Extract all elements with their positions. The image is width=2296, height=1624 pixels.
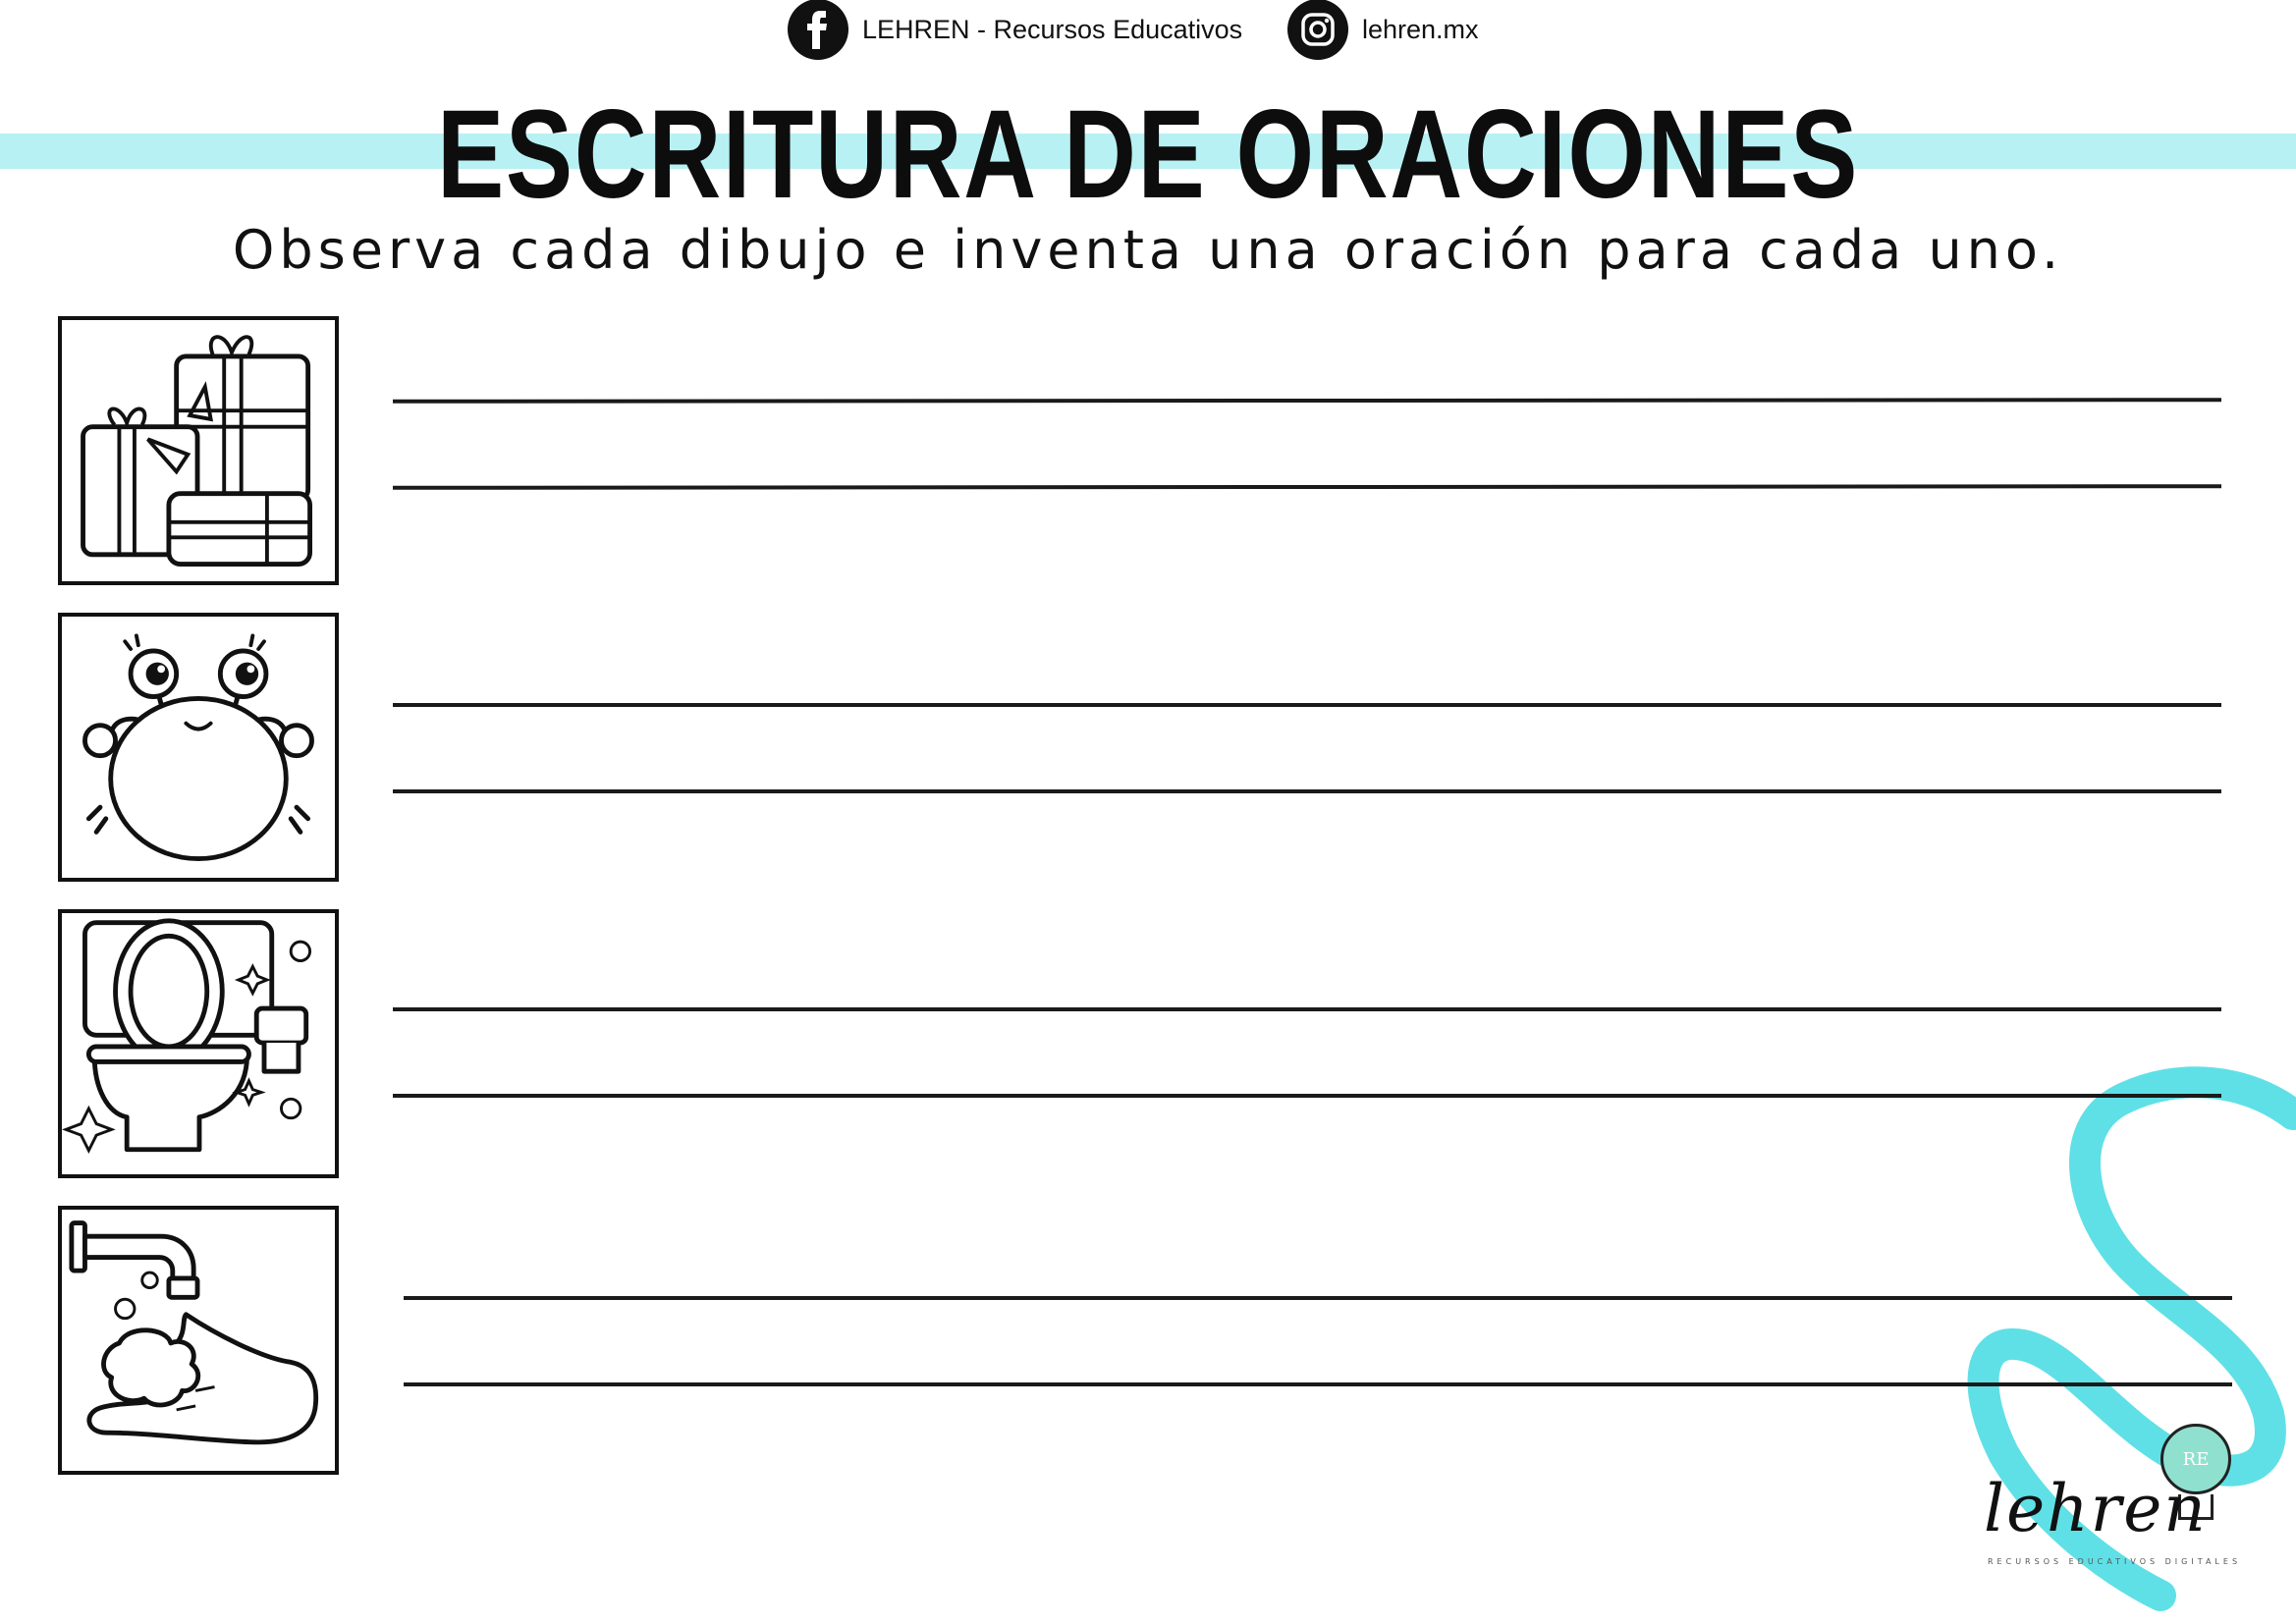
toilet-picture <box>58 909 339 1178</box>
crab-icon <box>62 617 335 878</box>
writing-line[interactable] <box>404 1296 2232 1300</box>
writing-line[interactable] <box>393 484 2221 490</box>
bulb-text: RE <box>2182 1448 2210 1470</box>
crab-picture <box>58 613 339 882</box>
instagram-link[interactable] <box>1287 0 1479 59</box>
logo-wordmark: lehren <box>1984 1471 2208 1546</box>
writing-line[interactable] <box>393 703 2221 707</box>
writing-line[interactable] <box>404 1382 2232 1386</box>
writing-line[interactable] <box>393 1007 2221 1011</box>
gift-boxes-icon <box>62 320 335 581</box>
writing-line[interactable] <box>393 789 2221 793</box>
facebook-icon <box>788 0 848 60</box>
lehren-logo <box>1984 1424 2242 1600</box>
social-header <box>0 0 2296 59</box>
toilet-icon <box>62 913 335 1174</box>
writing-line[interactable] <box>393 398 2221 404</box>
facebook-link[interactable] <box>788 0 1242 59</box>
instructions-text: Observa cada dibujo e inventa una oración para cada uno. <box>232 219 2064 281</box>
gift-boxes-picture <box>58 316 339 585</box>
facebook-label: LEHREN - Recursos Educativos <box>862 14 1243 44</box>
instagram-label: lehren.mx <box>1362 14 1479 44</box>
logo-tagline: RECURSOS EDUCATIVOS DIGITALES <box>1988 1557 2242 1566</box>
writing-line[interactable] <box>393 1094 2221 1098</box>
instagram-icon <box>1287 0 1348 60</box>
faucet-hand-icon <box>62 1210 335 1471</box>
hand-washing-picture <box>58 1206 339 1475</box>
page-title: ESCRITURA DE ORACIONES <box>436 84 1860 225</box>
